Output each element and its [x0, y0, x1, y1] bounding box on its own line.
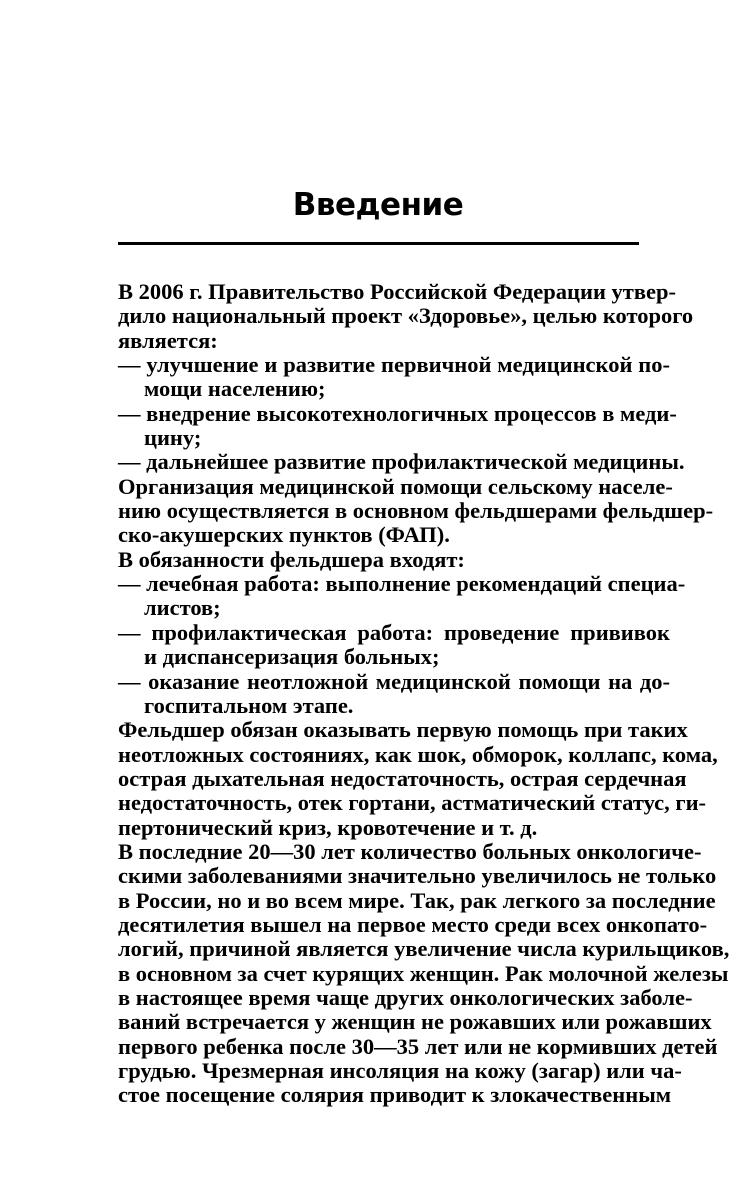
title-underline: [118, 242, 639, 245]
chapter-title: Введение: [292, 187, 464, 223]
text-line: неотложных состояниях, как шок, обморок, коллапс, кома,: [118, 741, 718, 767]
text-line: логий, причиной является увеличение числа курильщиков,: [118, 936, 730, 962]
text-line: пертонический криз, кровотечение и т. д.: [118, 814, 538, 840]
text-line: — лечебная работа: выполнение рекомендаций специа-: [118, 571, 686, 597]
text-line: нию осуществляется в основном фельдшерами фельдшер-: [118, 498, 714, 524]
text-line: скими заболеваниями значительно увеличилось не только: [118, 863, 717, 889]
list-item: [118, 670, 670, 719]
text-line: листов;: [144, 595, 221, 621]
paragraph-emergency: [118, 717, 718, 840]
list-item: [118, 449, 685, 475]
text-line: в России, но и во всем мире. Так, рак легкого за последние: [118, 887, 716, 913]
paragraph-organization: [118, 473, 714, 548]
paragraph-intro: [118, 279, 694, 353]
text-line: ско-акушерских пунктов (ФАП).: [118, 522, 450, 548]
text-line: в настоящее время чаще других онкологических заболе-: [118, 984, 693, 1010]
text-line: — улучшение и развитие первичной медицинской по-: [118, 352, 670, 378]
list-item: [118, 353, 670, 402]
text-line: В обязанности фельдшера входят:: [118, 546, 465, 572]
text-line: Организация медицинской помощи сельскому населе-: [118, 473, 673, 499]
chapter-body: [118, 279, 730, 1108]
text-line: десятилетия вышел на первое место среди всех онкопато-: [118, 911, 708, 937]
text-line: — профилактическая работа: проведение прививок: [118, 619, 670, 645]
text-line: ваний встречается у женщин не рожавших или рожавших: [118, 1009, 712, 1035]
text-line: мощи населению;: [144, 376, 326, 402]
text-line: является:: [118, 327, 218, 353]
paragraph-oncology: [118, 838, 730, 1108]
list-item: [118, 400, 677, 451]
text-line: и диспансеризация больных;: [144, 644, 440, 670]
text-line: первого ребенка после 30—35 лет или не кормивших детей: [118, 1033, 718, 1059]
text-line: — внедрение высокотехнологичных процессов в меди-: [118, 400, 677, 426]
text-line: — оказание неотложной медицинской помощи на до-: [118, 668, 670, 694]
text-line: В 2006 г. Правительство Российской Федерации утвер-: [118, 279, 676, 304]
text-line: в основном за счет курящих женщин. Рак молочной железы: [118, 960, 729, 986]
text-line: В последние 20—30 лет количество больных онкологиче-: [118, 838, 702, 864]
list-item: [118, 621, 670, 670]
text-line: грудью. Чрезмерная инсоляция на кожу (загар) или ча-: [118, 1058, 682, 1083]
text-line: Фельдшер обязан оказывать первую помощь при таких: [118, 717, 688, 743]
paragraph-duties: [118, 548, 670, 572]
text-line: госпитальном этапе.: [144, 692, 354, 718]
list-item: [118, 571, 686, 621]
text-line: цину;: [144, 425, 202, 451]
text-line: — дальнейшее развитие профилактической медицины.: [118, 449, 685, 475]
text-line: дило национальный проект «Здоровье», целью которого: [118, 303, 694, 329]
text-line: недостаточность, отек гортани, астматический статус, ги-: [118, 790, 707, 816]
text-line: стое посещение солярия приводит к злокачественным: [118, 1082, 672, 1108]
text-line: острая дыхательная недостаточность, острая сердечная: [118, 765, 687, 791]
